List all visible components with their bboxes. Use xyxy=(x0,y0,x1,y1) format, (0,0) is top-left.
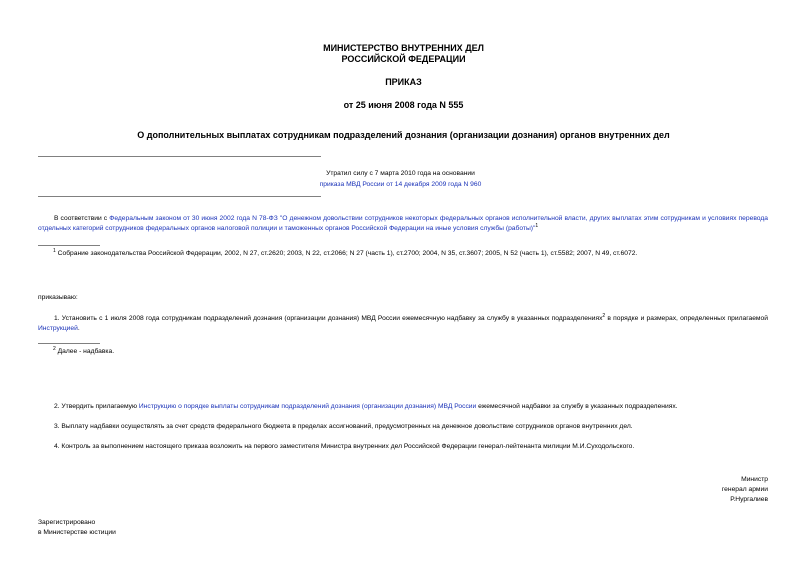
footnote-1-text: Собрание законодательства Российской Федерации, 2002, N 27, ст.2620; 2003, N 22, ст.2066; N 27 (часть 1), ст.2700; 2004, N 35, ст.3607; 2005, N 52 (часть 1), ст.5582; 2007, N 49, ст.6072. xyxy=(55,250,638,257)
item-1-text-c: . xyxy=(77,325,80,332)
item-2-prefix: 2. Утвердить прилагаемую xyxy=(54,403,139,410)
document-title: О дополнительных выплатах сотрудникам подразделений дознания (организации дознания) органов внутренних дел xyxy=(137,130,670,140)
divider-top xyxy=(38,156,321,157)
footnote-ref-2[interactable]: 2 xyxy=(602,312,606,319)
order-item-3: 3. Выплату надбавки осуществлять за счет средств федерального бюджета в пределах ассигнований, предусмотренных на денежное довольствие сотрудников органов внутренних дел. xyxy=(54,423,633,430)
item-1-text-b: в порядке и размерах, определенных прилагаемой xyxy=(605,315,768,322)
item-1-text-a: 1. Установить с 1 июля 2008 года сотрудникам подразделений дознания (организации дознания) МВД России ежемесячную надбавку за службу в указанных подразделениях xyxy=(54,315,603,322)
instruction-link[interactable]: Инструкцией xyxy=(38,325,78,332)
registration-line2: в Министерстве юстиции xyxy=(38,529,116,536)
footnote-1 xyxy=(53,249,768,259)
signature-position: Министр xyxy=(741,476,768,483)
order-word: приказываю: xyxy=(38,294,78,301)
signature-name: Р.Нургалиев xyxy=(730,496,768,503)
order-item-4: 4. Контроль за выполнением настоящего приказа возложить на первого заместителя Министра внутренних дел Российской Федерации генерал-лейтенанта милиции М.И.Суходольского. xyxy=(54,443,635,450)
ministry-name-line1: МИНИСТЕРСТВО ВНУТРЕННИХ ДЕЛ xyxy=(323,43,484,53)
footnote-2-text: Далее - надбавка. xyxy=(55,348,115,355)
footnote-2 xyxy=(53,347,114,357)
instruction-full-link[interactable]: Инструкцию о порядке выплаты сотрудникам подразделений дознания (организации дознания) МВД России xyxy=(138,403,477,410)
signature-rank: генерал армии xyxy=(721,486,768,493)
footnote-ref-1[interactable]: 1 xyxy=(535,222,539,229)
divider-bottom xyxy=(38,196,321,197)
footnote-2-marker: 2 xyxy=(53,345,56,352)
document-type: ПРИКАЗ xyxy=(385,77,422,87)
federal-law-link[interactable]: Федеральным законом от 30 июня 2002 года N 78-ФЗ "О денежном довольствии сотрудников некоторых федеральных органов исполнительной власти, других выплатах этим сотрудникам и условиях перевода отдельных категорий сотрудников федеральных органов налоговой полиции и таможенных органов Российской Федерации на иные условия службы (работы)" xyxy=(38,215,768,232)
status-line: Утратил силу с 7 марта 2010 года на основании xyxy=(326,170,475,177)
item-2-suffix: ежемесячной надбавки за службу в указанных подразделениях. xyxy=(476,403,678,410)
footnote-divider-1 xyxy=(38,245,100,246)
status-link[interactable]: приказа МВД России от 14 декабря 2009 года N 960 xyxy=(319,181,482,188)
order-item-2 xyxy=(54,402,768,412)
ministry-name-line2: РОССИЙСКОЙ ФЕДЕРАЦИИ xyxy=(341,54,466,64)
preamble-prefix: В соответствии с xyxy=(54,215,110,222)
footnote-divider-2 xyxy=(38,343,100,344)
document-date: от 25 июня 2008 года N 555 xyxy=(343,100,464,110)
order-item-1 xyxy=(38,314,768,334)
preamble xyxy=(38,214,768,234)
footnote-1-marker: 1 xyxy=(53,247,56,254)
registration-line1: Зарегистрировано xyxy=(38,519,96,526)
